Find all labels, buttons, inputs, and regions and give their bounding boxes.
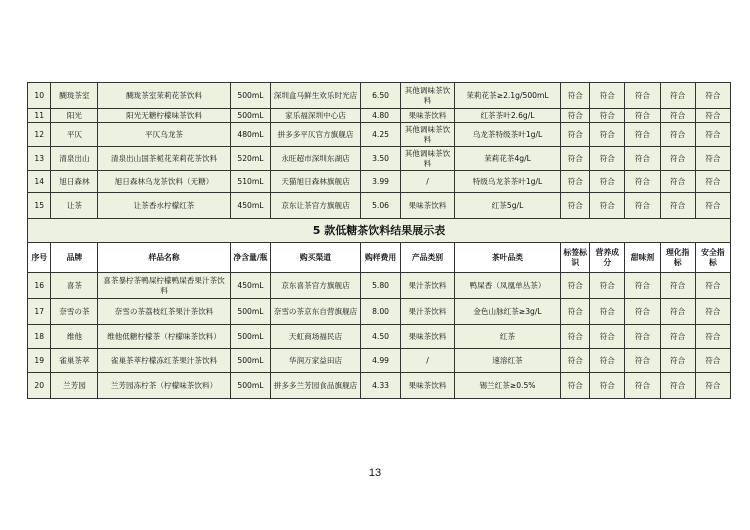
cell-product: 平仄乌龙茶 (98, 123, 230, 147)
cell-nutrition: 符合 (590, 109, 625, 123)
cell-price: 4.99 (360, 349, 401, 373)
cell-category: 其他调味茶饮料 (401, 123, 454, 147)
cell-volume: 510mL (230, 171, 271, 193)
cell-price: 4.80 (360, 109, 401, 123)
cell-no: 18 (28, 325, 51, 349)
cell-channel: 京东喜茶官方旗舰店 (271, 273, 361, 299)
cell-safety: 符合 (695, 147, 730, 171)
cell-sweetener: 符合 (625, 147, 660, 171)
table-row (28, 193, 731, 219)
cell-volume: 500mL (230, 325, 271, 349)
cell-sweetener: 符合 (625, 349, 660, 373)
cell-nutrition: 符合 (590, 83, 625, 109)
table-row (28, 123, 731, 147)
cell-no: 10 (28, 83, 51, 109)
cell-brand: 维他 (51, 325, 98, 349)
cell-price: 8.00 (360, 299, 401, 325)
cell-product: 醐珑茶室茉莉花茶饮料 (98, 83, 230, 109)
cell-product: 阳光无糖柠檬味茶饮料 (98, 109, 230, 123)
cell-tea: 茉莉花茶≥2.1g/500mL (454, 83, 561, 109)
header-sweetener: 甜味剂 (625, 243, 660, 273)
cell-price: 4.25 (360, 123, 401, 147)
cell-sweetener: 符合 (625, 83, 660, 109)
cell-category: 其他调味茶饮料 (401, 147, 454, 171)
cell-product: 清泉出山国茶栀花茉莉花茶饮料 (98, 147, 230, 171)
cell-channel: 拼多多兰芳园食品旗舰店 (271, 373, 361, 399)
cell-category: 果汁茶饮料 (401, 299, 454, 325)
cell-price: 4.50 (360, 325, 401, 349)
cell-brand: 喜茶 (51, 273, 98, 299)
cell-physchem: 符合 (660, 273, 695, 299)
cell-label: 符合 (561, 299, 590, 325)
table-row (28, 109, 731, 123)
table-row (28, 349, 731, 373)
header-tea: 茶叶品类 (454, 243, 561, 273)
cell-category: 果味茶饮料 (401, 109, 454, 123)
cell-volume: 520mL (230, 147, 271, 171)
cell-label: 符合 (561, 83, 590, 109)
table-row (28, 273, 731, 299)
cell-safety: 符合 (695, 123, 730, 147)
cell-safety: 符合 (695, 273, 730, 299)
cell-channel: 家乐福深圳中心店 (271, 109, 361, 123)
cell-tea: 红茶 (454, 325, 561, 349)
cell-tea: 速溶红茶 (454, 349, 561, 373)
cell-brand: 清泉出山 (51, 147, 98, 171)
cell-physchem: 符合 (660, 349, 695, 373)
cell-nutrition: 符合 (590, 325, 625, 349)
cell-safety: 符合 (695, 299, 730, 325)
cell-volume: 450mL (230, 273, 271, 299)
header-safety: 安全指标 (695, 243, 730, 273)
cell-channel: 深圳盒马鲜生欢乐时光店 (271, 83, 361, 109)
cell-no: 12 (28, 123, 51, 147)
cell-volume: 500mL (230, 109, 271, 123)
header-row (28, 243, 731, 273)
header-physchem: 理化指标 (660, 243, 695, 273)
cell-price: 6.50 (360, 83, 401, 109)
cell-nutrition: 符合 (590, 123, 625, 147)
cell-channel: 永旺超市深圳东湖店 (271, 147, 361, 171)
cell-product: 雀巢茶萃柠檬冻红茶果汁茶饮料 (98, 349, 230, 373)
cell-nutrition: 符合 (590, 147, 625, 171)
cell-sweetener: 符合 (625, 325, 660, 349)
results-table (27, 82, 731, 399)
cell-no: 17 (28, 299, 51, 325)
cell-label: 符合 (561, 109, 590, 123)
header-label: 标签标识 (561, 243, 590, 273)
cell-channel: 拼多多平仄官方旗舰店 (271, 123, 361, 147)
cell-nutrition: 符合 (590, 193, 625, 219)
header-price: 购样费用 (360, 243, 401, 273)
cell-physchem: 符合 (660, 123, 695, 147)
header-no: 序号 (28, 243, 51, 273)
header-category: 产品类别 (401, 243, 454, 273)
cell-volume: 500mL (230, 373, 271, 399)
cell-physchem: 符合 (660, 147, 695, 171)
cell-price: 5.80 (360, 273, 401, 299)
section-title-row (28, 219, 731, 243)
cell-product: 喜茶暴柠茶鸭屎柠檬鸭屎香果汁茶饮料 (98, 273, 230, 299)
cell-safety: 符合 (695, 373, 730, 399)
cell-nutrition: 符合 (590, 273, 625, 299)
cell-nutrition: 符合 (590, 299, 625, 325)
cell-category: / (401, 349, 454, 373)
page-number: 13 (368, 467, 382, 479)
cell-sweetener: 符合 (625, 299, 660, 325)
cell-product: 旭日森林乌龙茶饮料（无糖） (98, 171, 230, 193)
cell-label: 符合 (561, 193, 590, 219)
cell-physchem: 符合 (660, 83, 695, 109)
cell-product: 让茶香水柠檬红茶 (98, 193, 230, 219)
cell-price: 5.06 (360, 193, 401, 219)
cell-sweetener: 符合 (625, 273, 660, 299)
header-brand: 品牌 (51, 243, 98, 273)
cell-no: 15 (28, 193, 51, 219)
cell-tea: 红茶茶叶2.6g/L (454, 109, 561, 123)
table-row (28, 147, 731, 171)
cell-channel: 天虹商场福民店 (271, 325, 361, 349)
cell-sweetener: 符合 (625, 373, 660, 399)
cell-no: 20 (28, 373, 51, 399)
table-row (28, 299, 731, 325)
cell-tea: 特级乌龙茶茶叶1g/L (454, 171, 561, 193)
cell-label: 符合 (561, 373, 590, 399)
cell-price: 3.50 (360, 147, 401, 171)
cell-tea: 红茶5g/L (454, 193, 561, 219)
cell-volume: 500mL (230, 83, 271, 109)
cell-volume: 500mL (230, 349, 271, 373)
cell-nutrition: 符合 (590, 349, 625, 373)
cell-safety: 符合 (695, 325, 730, 349)
cell-sweetener: 符合 (625, 171, 660, 193)
cell-label: 符合 (561, 273, 590, 299)
cell-category: 果味茶饮料 (401, 193, 454, 219)
header-volume: 净含量/瓶 (230, 243, 271, 273)
cell-physchem: 符合 (660, 299, 695, 325)
cell-no: 13 (28, 147, 51, 171)
cell-category: 果味茶饮料 (401, 373, 454, 399)
cell-physchem: 符合 (660, 109, 695, 123)
cell-volume: 480mL (230, 123, 271, 147)
cell-sweetener: 符合 (625, 193, 660, 219)
cell-safety: 符合 (695, 83, 730, 109)
cell-tea: 金色山脉红茶≥3g/L (454, 299, 561, 325)
cell-safety: 符合 (695, 349, 730, 373)
cell-physchem: 符合 (660, 193, 695, 219)
table-row (28, 83, 731, 109)
cell-brand: 雀巢茶萃 (51, 349, 98, 373)
cell-no: 14 (28, 171, 51, 193)
cell-brand: 醐珑茶室 (51, 83, 98, 109)
cell-sweetener: 符合 (625, 109, 660, 123)
cell-brand: 旭日森林 (51, 171, 98, 193)
cell-brand: 奈雪の茶 (51, 299, 98, 325)
cell-category: 其他调味茶饮料 (401, 83, 454, 109)
cell-label: 符合 (561, 147, 590, 171)
cell-physchem: 符合 (660, 171, 695, 193)
cell-safety: 符合 (695, 109, 730, 123)
cell-physchem: 符合 (660, 325, 695, 349)
cell-category: / (401, 171, 454, 193)
cell-label: 符合 (561, 123, 590, 147)
cell-price: 4.33 (360, 373, 401, 399)
cell-tea: 茉莉花茶4g/L (454, 147, 561, 171)
header-product: 样品名称 (98, 243, 230, 273)
cell-tea: 鸭屎香（凤凰单丛茶） (454, 273, 561, 299)
cell-nutrition: 符合 (590, 373, 625, 399)
cell-label: 符合 (561, 349, 590, 373)
cell-volume: 500mL (230, 299, 271, 325)
cell-channel: 奈雪の茶京东自营旗舰店 (271, 299, 361, 325)
cell-tea: 锡兰红茶≥0.5% (454, 373, 561, 399)
table-row (28, 171, 731, 193)
cell-product: 维他低糖柠檬茶（柠檬味茶饮料） (98, 325, 230, 349)
cell-price: 3.99 (360, 171, 401, 193)
cell-product: 奈雪の茶荔枝红茶果汁茶饮料 (98, 299, 230, 325)
cell-brand: 兰芳园 (51, 373, 98, 399)
cell-brand: 阳光 (51, 109, 98, 123)
cell-tea: 乌龙茶特级茶叶1g/L (454, 123, 561, 147)
cell-brand: 平仄 (51, 123, 98, 147)
header-channel: 购买渠道 (271, 243, 361, 273)
cell-channel: 京东让茶官方旗舰店 (271, 193, 361, 219)
cell-sweetener: 符合 (625, 123, 660, 147)
header-nutrition: 营养成分 (590, 243, 625, 273)
cell-label: 符合 (561, 171, 590, 193)
cell-safety: 符合 (695, 171, 730, 193)
cell-no: 16 (28, 273, 51, 299)
cell-product: 兰芳园冻柠茶（柠檬味茶饮料） (98, 373, 230, 399)
cell-channel: 华润万家益田店 (271, 349, 361, 373)
cell-no: 19 (28, 349, 51, 373)
cell-safety: 符合 (695, 193, 730, 219)
table-row (28, 373, 731, 399)
cell-volume: 450mL (230, 193, 271, 219)
section-title: 5 款低糖茶饮料结果展示表 (28, 219, 731, 243)
cell-physchem: 符合 (660, 373, 695, 399)
cell-category: 果汁茶饮料 (401, 273, 454, 299)
cell-category: 果味茶饮料 (401, 325, 454, 349)
cell-label: 符合 (561, 325, 590, 349)
cell-nutrition: 符合 (590, 171, 625, 193)
cell-brand: 让茶 (51, 193, 98, 219)
cell-no: 11 (28, 109, 51, 123)
cell-channel: 天猫旭日森林旗舰店 (271, 171, 361, 193)
table-row (28, 325, 731, 349)
